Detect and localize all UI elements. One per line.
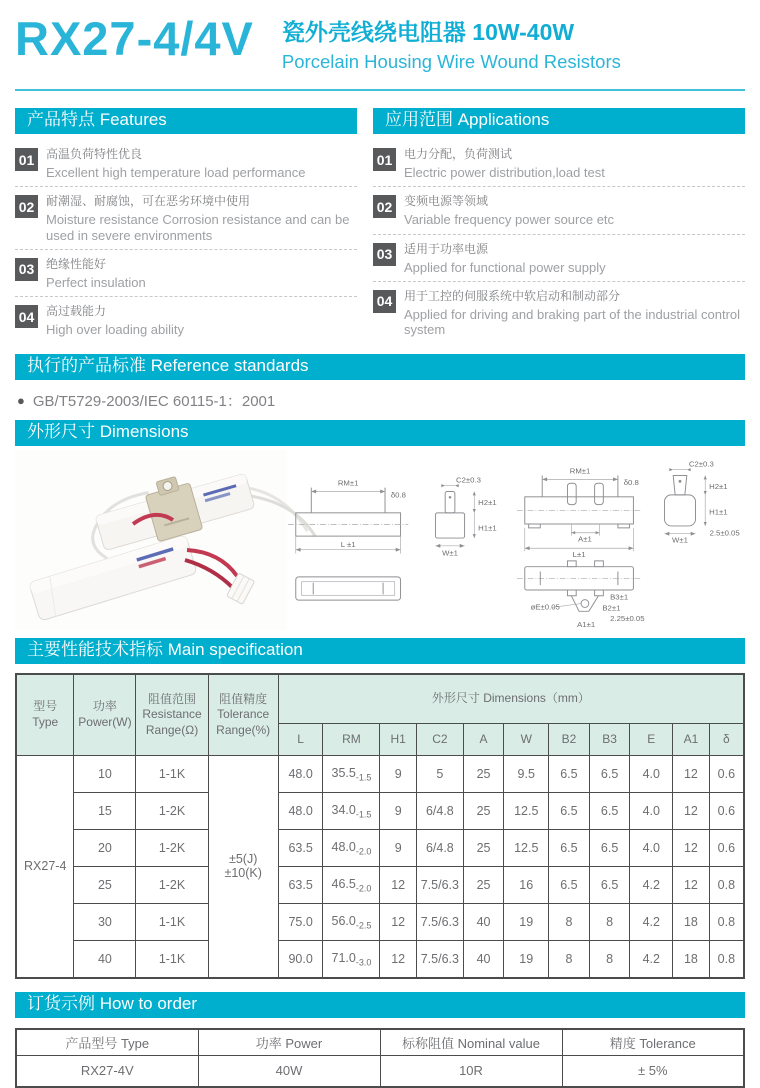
order-tolerance-value: ± 5% <box>562 1056 744 1087</box>
dimensions-content <box>15 450 745 632</box>
dim-h1-label: H1±1 <box>478 522 497 532</box>
col-header-power: 功率 Power(W) <box>74 674 136 756</box>
item-number-badge: 03 <box>15 258 38 281</box>
feature-en: Perfect insulation <box>46 274 146 290</box>
application-item <box>373 140 745 187</box>
dim-col: B2 <box>549 724 590 756</box>
order-header-row <box>16 1029 744 1056</box>
dim-delta-label: δ0.8 <box>390 489 406 499</box>
dim-p2-label: 2.25±0.05 <box>610 613 645 623</box>
item-number-badge: 02 <box>373 195 396 218</box>
feature-item <box>15 140 357 187</box>
header <box>15 10 745 73</box>
dim-col: δ <box>709 724 744 756</box>
application-item <box>373 187 745 234</box>
applications-section <box>373 108 745 344</box>
header-divider <box>15 89 745 91</box>
title-chinese: 瓷外壳线绕电阻器 10W-40W <box>281 19 575 45</box>
order-col-tolerance: 精度 Tolerance <box>562 1029 744 1056</box>
header-subtitle <box>282 14 621 73</box>
dim-c2-label: C2±0.3 <box>455 475 481 485</box>
feature-en: High over loading ability <box>46 322 185 338</box>
item-number-badge: 02 <box>15 195 38 218</box>
specification-heading: 主要性能技术指标 Main specification <box>15 638 745 664</box>
dimension-drawing-rx27-4 <box>288 450 516 630</box>
product-photo <box>15 450 287 630</box>
order-nominal-value: 10R <box>380 1056 562 1087</box>
application-cn: 适用于功率电源 <box>404 241 489 256</box>
item-number-badge: 04 <box>373 290 396 313</box>
feature-item <box>15 187 357 250</box>
dim-h2-label: H2±1 <box>709 481 728 491</box>
application-cn: 电力分配，负荷测试 <box>404 147 513 161</box>
feature-cn: 耐潮湿、耐腐蚀，可在恶劣环境中使用 <box>46 194 251 209</box>
col-header-resistance: 阻值范围 Resistance Range(Ω) <box>136 674 208 756</box>
feature-cn: 高温负荷特性优良 <box>46 147 143 161</box>
dim-l-label: L±1 <box>572 549 586 559</box>
dim-a-label: A±1 <box>578 534 592 544</box>
applications-heading: 应用范围 Applications <box>373 108 745 134</box>
dim-col: B3 <box>589 724 630 756</box>
order-table <box>15 1028 745 1088</box>
col-header-type: 型号 Type <box>16 674 74 756</box>
dim-col: L <box>278 724 323 756</box>
dimensions-heading: 外形尺寸 Dimensions <box>15 420 745 446</box>
dim-delta-label: δ0.8 <box>623 477 639 487</box>
item-number-badge: 01 <box>373 148 396 171</box>
application-item <box>373 282 745 344</box>
dim-rm-label: RM±1 <box>569 466 591 476</box>
feature-cn: 高过载能力 <box>46 304 107 319</box>
standards-heading: 执行的产品标准 Reference standards <box>15 354 745 380</box>
spec-row: 25 1-2K 63.5 $46.5_{-2.0}$ 12 7.5/6.3 25 16 6.5 6.5 4.2 12 0.8 <box>16 867 744 904</box>
dim-w-label: W±1 <box>442 548 458 558</box>
item-number-badge: 03 <box>373 243 396 266</box>
feature-en: Moisture resistance Corrosion resistance and can be used in severe environments <box>46 212 350 243</box>
spec-row: 15 1-2K 48.0 $34.0_{-1.5}$ 9 6/4.8 25 12.5 6.5 6.5 4.0 12 0.6 <box>16 793 744 830</box>
spec-row: 30 1-1K 75.0 $56.0_{-2.5}$ 12 7.5/6.3 40 19 8 8 4.2 18 0.8 <box>16 904 744 941</box>
order-col-power: 功率 Power <box>198 1029 380 1056</box>
item-number-badge: 04 <box>15 305 38 328</box>
feature-cn: 绝缘性能好 <box>46 256 107 271</box>
application-item <box>373 235 745 282</box>
order-col-nominal: 标称阻值 Nominal value <box>380 1029 562 1056</box>
dim-b2-label: B2±1 <box>602 602 621 612</box>
application-en: Variable frequency power source etc <box>404 212 615 228</box>
dim-col: A <box>463 724 504 756</box>
feature-item <box>15 297 357 343</box>
application-cn: 变频电源等领域 <box>404 194 489 209</box>
dim-rm-label: RM±1 <box>337 478 359 488</box>
feature-en: Excellent high temperature load performance <box>46 165 306 180</box>
dim-a1-label: A1±1 <box>577 619 596 629</box>
item-number-badge: 01 <box>15 148 38 171</box>
col-header-tolerance: 阻值精度 Tolerance Range(%) <box>208 674 278 756</box>
features-heading: 产品特点 Features <box>15 108 357 134</box>
dim-col: C2 <box>416 724 463 756</box>
spec-row: RX27-4 10 1-1K ±5(J) ±10(K) 48.0 $35.5_{-1.5}$ 9 5 25 9.5 6.5 6.5 4.0 12 0.6 <box>16 756 744 793</box>
order-col-type: 产品型号 Type <box>16 1029 198 1056</box>
dim-h2-label: H2±1 <box>478 497 497 507</box>
order-heading: 订货示例 How to order <box>15 992 745 1018</box>
order-type-value: RX27-4V <box>16 1056 198 1087</box>
tolerance-value: ±5(J) ±10(K) <box>208 756 278 978</box>
dim-p1-label: 2.5±0.05 <box>709 528 740 538</box>
application-en: Electric power distribution,load test <box>404 165 605 180</box>
dim-col: W <box>504 724 549 756</box>
dim-c2-label: C2±0.3 <box>688 459 714 469</box>
dim-col: A1 <box>673 724 710 756</box>
order-power-value: 40W <box>198 1056 380 1087</box>
type-value: RX27-4 <box>16 756 74 978</box>
col-header-dimensions: 外形尺寸 Dimensions（mm） <box>278 674 744 724</box>
application-cn: 用于工控的伺服系统中软启动和制动部分 <box>404 288 621 303</box>
application-en: Applied for functional power supply <box>404 259 606 275</box>
order-value-row <box>16 1056 744 1087</box>
specification-table <box>15 673 745 979</box>
spec-row: 40 1-1K 90.0 $71.0_{-3.0}$ 12 7.5/6.3 40 19 8 8 4.2 18 0.8 <box>16 941 744 978</box>
dim-col: H1 <box>380 724 417 756</box>
dim-b3-label: B3±1 <box>610 592 629 602</box>
dim-e-label: øE±0.05 <box>530 602 560 612</box>
dim-l-label: L ±1 <box>340 539 356 549</box>
product-model: RX27-4/4V <box>15 12 254 65</box>
spec-row: 20 1-2K 63.5 $48.0_{-2.0}$ 9 6/4.8 25 12.5 6.5 6.5 4.0 12 0.6 <box>16 830 744 867</box>
title-english: Porcelain Housing Wire Wound Resistors <box>281 51 621 72</box>
dim-col: RM <box>323 724 380 756</box>
dimension-drawing-rx27-4v <box>517 450 745 630</box>
bullet-icon: ● <box>17 392 25 408</box>
application-en: Applied for driving and braking part of the industrial control system <box>404 306 741 338</box>
features-section <box>15 108 357 344</box>
standards-text: GB/T5729-2003/IEC 60115-1：2001 <box>32 392 276 410</box>
dim-w-label: W±1 <box>672 535 688 545</box>
standards-entry <box>15 380 745 420</box>
dim-col: E <box>630 724 673 756</box>
feature-item <box>15 250 357 297</box>
dim-h1-label: H1±1 <box>709 506 728 516</box>
